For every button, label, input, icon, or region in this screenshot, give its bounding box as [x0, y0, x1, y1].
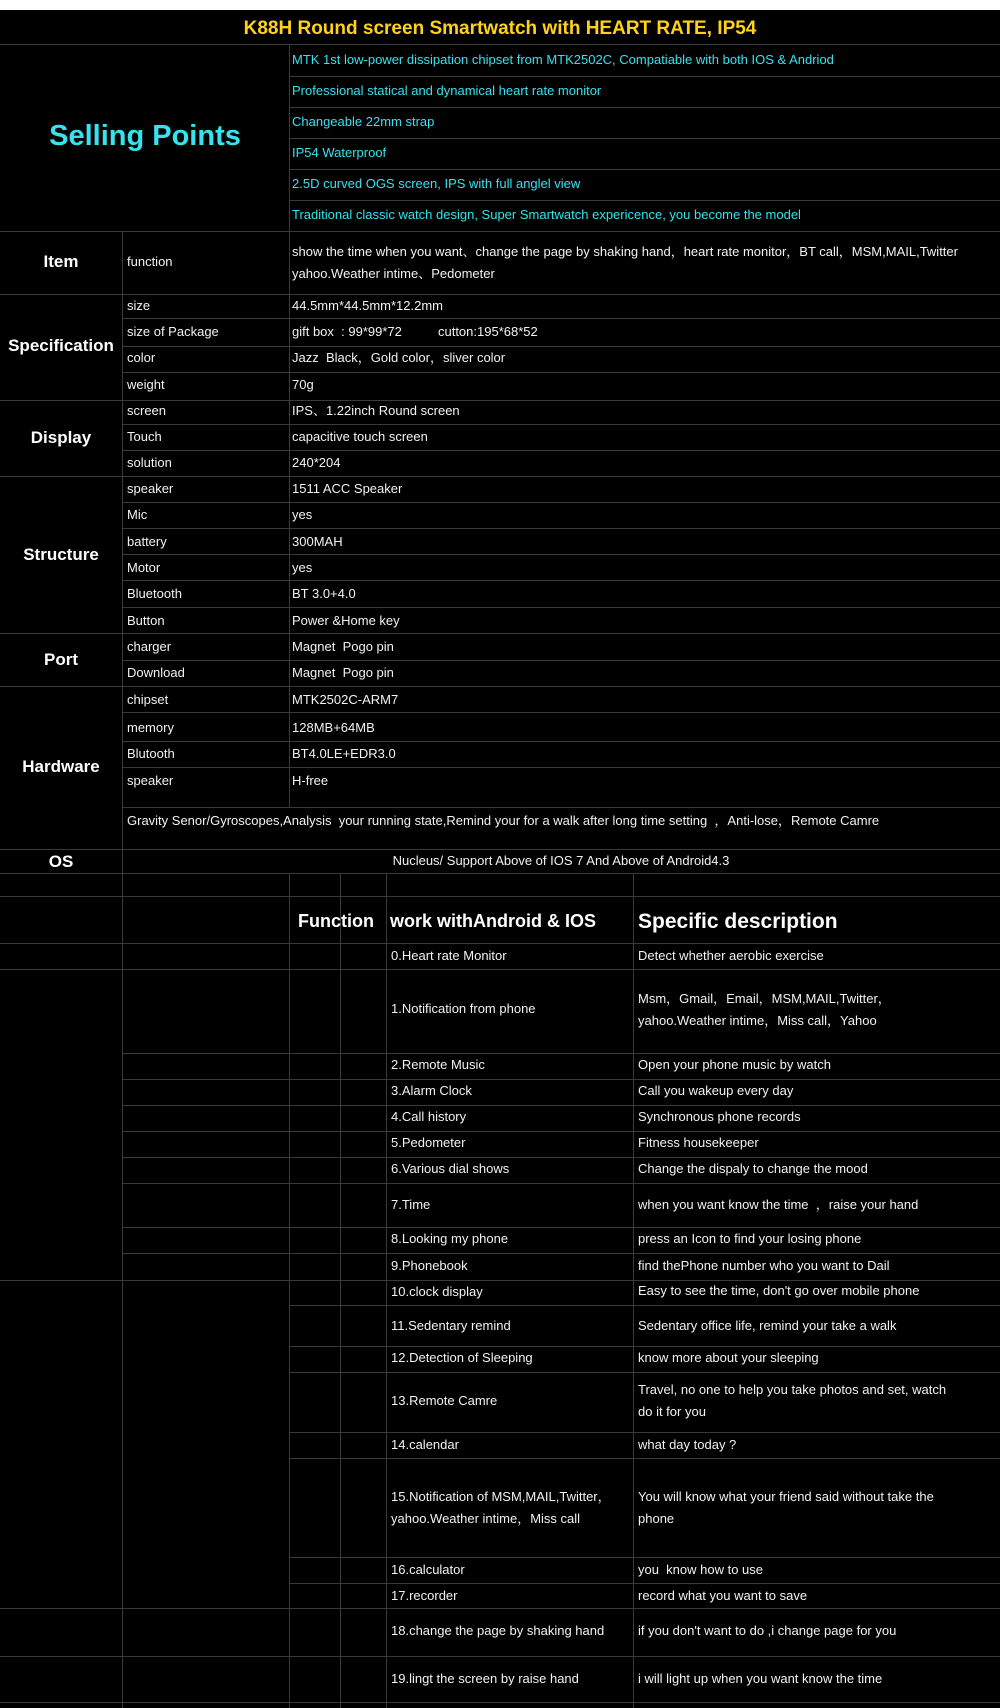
function-name-17: 17.recorder — [391, 1588, 458, 1603]
display-value-solution: 240*204 — [292, 455, 341, 470]
function-desc-5: Fitness housekeeper — [638, 1135, 759, 1150]
port-value-charger: Magnet Pogo pin — [292, 639, 394, 654]
hardware-note: Gravity Senor/Gyroscopes,Analysis your running state,Remind your for a walk after long time setting ，Anti-lose，Remote Camre — [127, 813, 880, 828]
function-name-4: 4.Call history — [391, 1109, 467, 1124]
structure-value-speaker: 1511 ACC Speaker — [292, 481, 403, 496]
item-value-line1: show the time when you want、change the page by shaking hand，heart rate monitor，BT call，MSM,MAIL,Twitter — [292, 244, 958, 259]
function-desc-9: find thePhone number who you want to Dail — [638, 1258, 890, 1273]
structure-key-button: Button — [127, 613, 165, 628]
item-label: Item — [43, 252, 79, 271]
structure-value-bluetooth: BT 3.0+4.0 — [292, 586, 356, 601]
hardware-key-memory: memory — [127, 720, 174, 735]
function-name-19: 19.lingt the screen by raise hand — [391, 1671, 579, 1686]
item-value-line2: yahoo.Weather intime、Pedometer — [292, 266, 495, 281]
structure-key-speaker: speaker — [127, 481, 174, 496]
display-key-solution: solution — [127, 455, 172, 470]
function-desc-14: what day today ? — [638, 1437, 737, 1452]
function-desc-16: you know how to use — [638, 1562, 764, 1577]
header-function: Function — [298, 911, 374, 931]
display-value-screen: IPS、1.22inch Round screen — [292, 403, 460, 418]
display-key-touch: Touch — [127, 429, 162, 444]
structure-label: Structure — [23, 545, 99, 564]
hardware-key-chipset: chipset — [127, 692, 169, 707]
function-name-14: 14.calendar — [391, 1437, 459, 1452]
function-desc-1b: yahoo.Weather intime，Miss call，Yahoo — [638, 1013, 877, 1028]
function-name-9: 9.Phonebook — [391, 1258, 468, 1273]
structure-value-motor: yes — [292, 560, 313, 575]
spec-value-color: Jazz Black，Gold color，sliver color — [292, 350, 506, 365]
structure-key-mic: Mic — [127, 507, 148, 522]
item-key: function — [127, 254, 173, 269]
function-desc-15a: You will know what your friend said without take the — [638, 1489, 934, 1504]
function-desc-6: Change the dispaly to change the mood — [638, 1161, 868, 1176]
top-border — [0, 0, 1000, 10]
hardware-value-blutooth: BT4.0LE+EDR3.0 — [292, 746, 396, 761]
structure-value-button: Power &Home key — [292, 613, 400, 628]
display-label: Display — [30, 428, 92, 447]
port-key-download: Download — [127, 665, 185, 680]
hardware-label: Hardware — [22, 757, 100, 776]
spec-value-package: gift box : 99*99*72 cutton:195*68*52 — [292, 324, 538, 339]
function-desc-1a: Msm，Gmail，Email，MSM,MAIL,Twitter， — [638, 991, 891, 1006]
function-name-6: 6.Various dial shows — [391, 1161, 510, 1176]
function-name-15a: 15.Notification of MSM,MAIL,Twitter， — [391, 1489, 611, 1504]
function-desc-12: know more about your sleeping — [638, 1350, 819, 1365]
function-name-15b: yahoo.Weather intime，Miss call — [391, 1511, 581, 1526]
selling-point-6: Traditional classic watch design, Super Smartwatch expericence, you become the model — [292, 207, 801, 222]
function-name-2: 2.Remote Music — [391, 1057, 485, 1072]
display-key-screen: screen — [127, 403, 167, 418]
function-desc-8: press an Icon to find your losing phone — [638, 1231, 862, 1246]
function-desc-13b: do it for you — [638, 1404, 706, 1419]
spec-value-size: 44.5mm*44.5mm*12.2mm — [292, 298, 443, 313]
function-desc-3: Call you wakeup every day — [638, 1083, 794, 1098]
spec-value-weight: 70g — [292, 377, 314, 392]
spec-key-package: size of Package — [127, 324, 219, 339]
spec-key-color: color — [127, 350, 156, 365]
hardware-key-blutooth: Blutooth — [127, 746, 175, 761]
function-desc-7: when you want know the time ，raise your hand — [638, 1197, 919, 1212]
function-name-13: 13.Remote Camre — [391, 1393, 498, 1408]
function-name-12: 12.Detection of Sleeping — [391, 1350, 533, 1365]
os-label: OS — [48, 852, 74, 871]
structure-key-battery: battery — [127, 534, 167, 549]
hardware-key-speaker: speaker — [127, 773, 174, 788]
function-desc-2: Open your phone music by watch — [638, 1057, 831, 1072]
structure-key-bluetooth: Bluetooth — [127, 586, 182, 601]
port-value-download: Magnet Pogo pin — [292, 665, 394, 680]
selling-point-3: Changeable 22mm strap — [292, 114, 435, 129]
display-value-touch: capacitive touch screen — [292, 429, 428, 444]
function-desc-19: i will light up when you want know the time — [638, 1671, 883, 1686]
os-value: Nucleus/ Support Above of IOS 7 And Above of Android4.3 — [392, 853, 730, 868]
function-name-0: 0.Heart rate Monitor — [391, 948, 507, 963]
function-name-1: 1.Notification from phone — [391, 1001, 536, 1016]
selling-points-heading: Selling Points — [49, 120, 241, 152]
function-name-18: 18.change the page by shaking hand — [391, 1623, 605, 1638]
structure-value-battery: 300MAH — [292, 534, 343, 549]
function-name-5: 5.Pedometer — [391, 1135, 466, 1150]
function-name-8: 8.Looking my phone — [391, 1231, 509, 1246]
function-desc-13a: Travel, no one to help you take photos and set, watch — [638, 1382, 947, 1397]
hardware-value-chipset: MTK2502C-ARM7 — [292, 692, 399, 707]
selling-point-4: IP54 Waterproof — [292, 145, 387, 160]
spec-key-size: size — [127, 298, 151, 313]
header-specific-description: Specific description — [638, 910, 838, 933]
function-name-7: 7.Time — [391, 1197, 431, 1212]
structure-value-mic: yes — [292, 507, 313, 522]
function-name-16: 16.calculator — [391, 1562, 465, 1577]
port-key-charger: charger — [127, 639, 172, 654]
function-desc-11: Sedentary office life, remind your take a walk — [638, 1318, 897, 1333]
page-title: K88H Round screen Smartwatch with HEART RATE, IP54 — [243, 18, 757, 39]
function-desc-18: if you don't want to do ,i change page for you — [638, 1623, 897, 1638]
structure-key-motor: Motor — [127, 560, 161, 575]
function-desc-17: record what you want to save — [638, 1588, 808, 1603]
spec-key-weight: weight — [127, 377, 165, 392]
header-work-with: work withAndroid & IOS — [390, 911, 596, 931]
function-desc-0: Detect whether aerobic exercise — [638, 948, 824, 963]
function-desc-15b: phone — [638, 1511, 675, 1526]
port-label: Port — [44, 650, 78, 669]
hardware-value-speaker: H-free — [292, 773, 329, 788]
function-name-11: 11.Sedentary remind — [391, 1318, 511, 1333]
function-name-3: 3.Alarm Clock — [391, 1083, 472, 1098]
selling-point-5: 2.5D curved OGS screen, IPS with full anglel view — [292, 176, 581, 191]
function-name-10: 10.clock display — [391, 1284, 483, 1299]
function-desc-4: Synchronous phone records — [638, 1109, 801, 1124]
function-desc-10: Easy to see the time, don't go over mobile phone — [638, 1283, 920, 1298]
specification-label: Specification — [8, 336, 114, 355]
selling-point-1: MTK 1st low-power dissipation chipset from MTK2502C, Compatiable with both IOS & Andriod — [292, 52, 834, 67]
hardware-value-memory: 128MB+64MB — [292, 720, 375, 735]
selling-point-2: Professional statical and dynamical heart rate monitor — [292, 83, 602, 98]
